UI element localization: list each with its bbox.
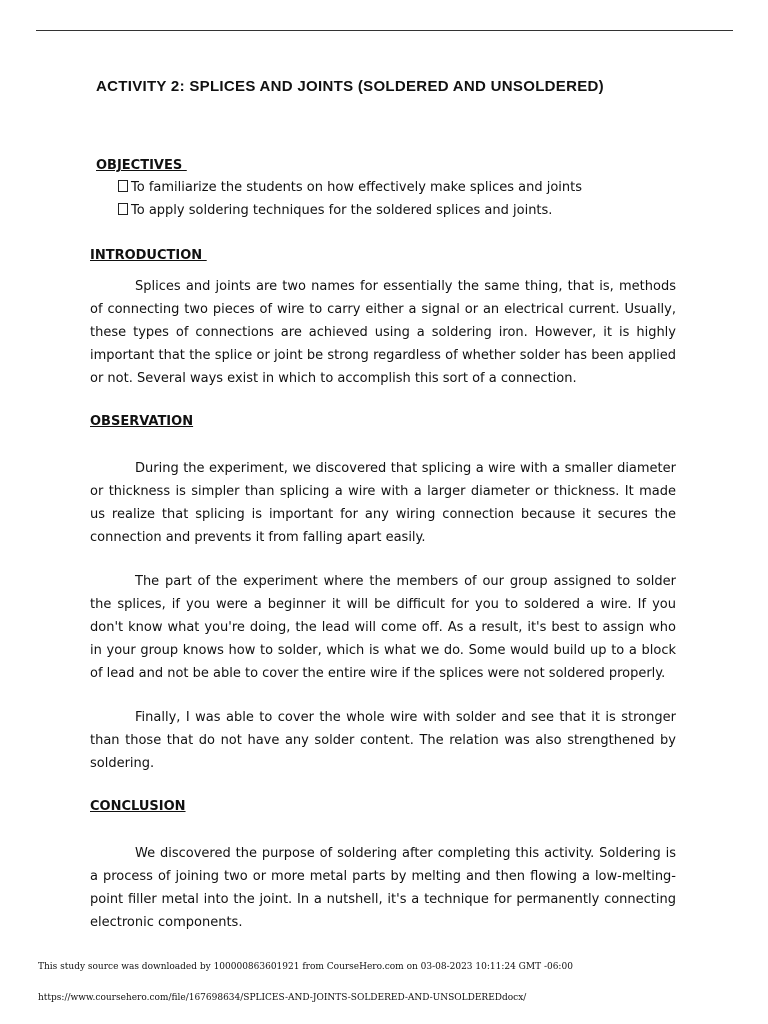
observation-paragraph-1: During the experiment, we discovered that splicing a wire with a smaller diameter or thickness is simpler than splicing a wire with a larger diameter or thickness. It made us realize that splicing is important for any wiring connection because it secures the connection and prevents it from falling apart easily. [90, 461, 676, 545]
objective-text-1: To familiarize the students on how effectively make splices and joints [131, 180, 583, 195]
observation-heading: OBSERVATION [90, 414, 194, 429]
top-divider [36, 30, 733, 31]
introduction-heading: INTRODUCTION [90, 248, 207, 263]
objective-item-2 [118, 203, 552, 218]
objectives-heading: OBJECTIVES [96, 158, 187, 173]
observation-paragraph-3: Finally, I was able to cover the whole wire with solder and see that it is stronger than those that do not have any solder content. The relation was also strengthened by soldering. [90, 710, 676, 771]
bullet-icon [118, 203, 128, 215]
conclusion-paragraph: We discovered the purpose of soldering after completing this activity. Soldering is a process of joining two or more metal parts by melting and then flowing a low-melting-point filler metal into the joint. In a nutshell, it's a technique for permanently connecting electronic components. [90, 846, 676, 930]
download-note: This study source was downloaded by 100000863601921 from CourseHero.com on 03-08-2023 10:11:24 GMT -06:00 [38, 962, 573, 972]
observation-paragraph-2: The part of the experiment where the members of our group assigned to solder the splices, if you were a beginner it will be difficult for you to soldered a wire. If you don't know what you're doing, the lead will come off. As a result, it's best to assign who in your group knows how to solder, which is what we do. Some would build up to a block of lead and not be able to cover the entire wire if the splices were not soldered properly. [90, 574, 676, 681]
source-url[interactable]: https://www.coursehero.com/file/167698634/SPLICES-AND-JOINTS-SOLDERED-AND-UNSOLDEREDdocx/ [38, 993, 527, 1003]
objective-text-2: To apply soldering techniques for the soldered splices and joints. [131, 203, 553, 218]
document-title: ACTIVITY 2: SPLICES AND JOINTS (SOLDERED AND UNSOLDERED) [96, 78, 604, 95]
objective-item-1 [118, 180, 582, 195]
conclusion-heading: CONCLUSION [90, 799, 186, 814]
introduction-paragraph: Splices and joints are two names for essentially the same thing, that is, methods of connecting two pieces of wire to carry either a signal or an electrical current. Usually, these types of connections are achieved using a soldering iron. However, it is highly important that the splice or joint be strong regardless of whether solder has been applied or not. Several ways exist in which to accomplish this sort of a connection. [90, 279, 676, 386]
bullet-icon [118, 180, 128, 192]
